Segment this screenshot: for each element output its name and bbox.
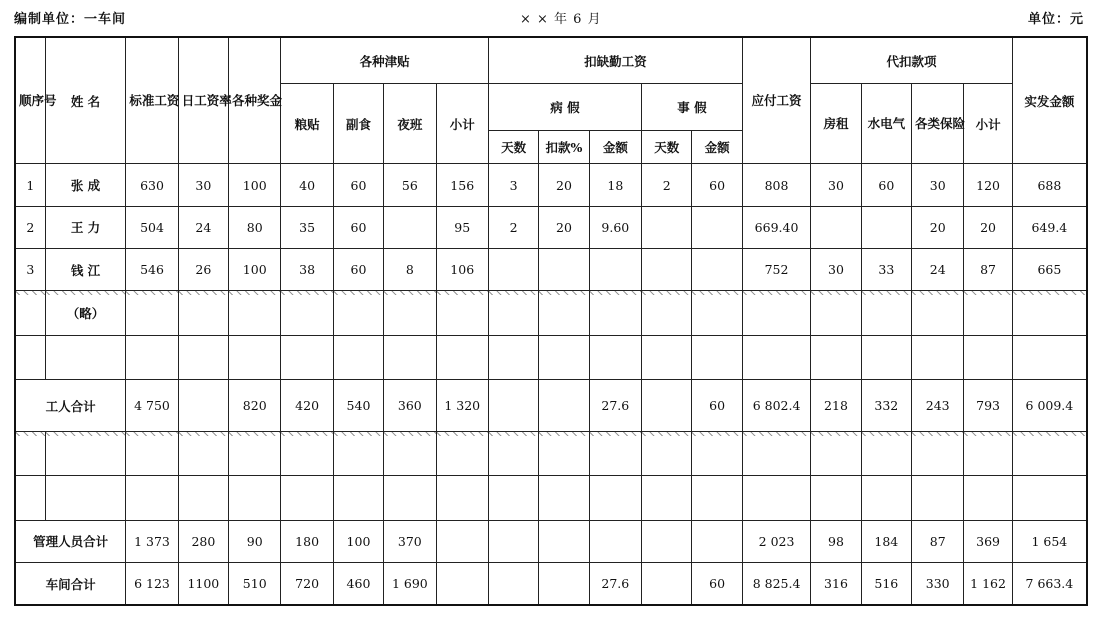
- cell-night: [384, 206, 436, 248]
- col-sick-amount: 金额: [589, 131, 641, 164]
- cell-sdays: 3: [488, 164, 538, 206]
- cell-seq: 3: [15, 249, 45, 291]
- col-daily-rate: 日工资率: [178, 37, 228, 164]
- cell-pamt: [692, 520, 742, 562]
- blank-row: [15, 476, 1087, 521]
- cell-ins: 20: [912, 206, 964, 248]
- cell-bonus: 90: [229, 520, 281, 562]
- cell-pay: 2 023: [742, 520, 811, 562]
- table-row: [15, 164, 1087, 206]
- mgmt-total-label: 管理人员合计: [15, 520, 126, 562]
- cell-night: 360: [384, 380, 436, 431]
- col-sick-days: 天数: [488, 131, 538, 164]
- cell-pay: 8 825.4: [742, 563, 811, 605]
- cell-night: 56: [384, 164, 436, 206]
- cell-net: 665: [1012, 249, 1087, 291]
- cell-net: 688: [1012, 164, 1087, 206]
- cell-spct: [539, 249, 589, 291]
- cell-seq: 1: [15, 164, 45, 206]
- cell-bonus: 510: [229, 563, 281, 605]
- cell-util: 184: [861, 520, 911, 562]
- cell-rent: 30: [811, 249, 861, 291]
- cell-samt: 9.60: [589, 206, 641, 248]
- cell-ins: 30: [912, 164, 964, 206]
- cell-spct: 20: [539, 164, 589, 206]
- cell-seq: 2: [15, 206, 45, 248]
- cell-pay: 6 802.4: [742, 380, 811, 431]
- workers-total-row: [15, 380, 1087, 431]
- cell-food: 540: [333, 380, 383, 431]
- table-row: [15, 206, 1087, 248]
- shop-total-row: [15, 563, 1087, 605]
- cell-util: 33: [861, 249, 911, 291]
- cell-bonus: 820: [229, 380, 281, 431]
- blank-row: [15, 431, 1087, 476]
- col-allowances: 各种津贴: [281, 37, 489, 84]
- cell-asub: [436, 520, 488, 562]
- cell-asub: 106: [436, 249, 488, 291]
- cell-samt: 27.6: [589, 380, 641, 431]
- col-pers-amount: 金额: [692, 131, 742, 164]
- cell-std: 4 750: [126, 380, 178, 431]
- cell-name: 张 成: [45, 164, 126, 206]
- blank-row: [15, 335, 1087, 380]
- cell-util: 60: [861, 164, 911, 206]
- col-sick: 病 假: [488, 84, 641, 131]
- cell-food: 460: [333, 563, 383, 605]
- period-label: × × 年 6 月: [520, 12, 602, 27]
- col-sick-pct: 扣款%: [539, 131, 589, 164]
- cell-name: 钱 江: [45, 249, 126, 291]
- col-seq: 顺序号: [15, 37, 45, 164]
- cell-samt: [589, 249, 641, 291]
- cell-pamt: 60: [692, 563, 742, 605]
- col-payable: 应付工资: [742, 37, 811, 164]
- cell-dsub: 369: [964, 520, 1012, 562]
- cell-grain: 180: [281, 520, 333, 562]
- col-name: 姓 名: [45, 37, 126, 164]
- cell-bonus: 100: [229, 249, 281, 291]
- cell-net: 7 663.4: [1012, 563, 1087, 605]
- cell-net: 649.4: [1012, 206, 1087, 248]
- cell-asub: 95: [436, 206, 488, 248]
- cell-std: 6 123: [126, 563, 178, 605]
- cell-pay: 752: [742, 249, 811, 291]
- col-grain: 粮贴: [281, 84, 333, 164]
- col-absence: 扣缺勤工资: [488, 37, 742, 84]
- cell-pdays: [642, 249, 692, 291]
- cell-ins: 243: [912, 380, 964, 431]
- cell-util: 516: [861, 563, 911, 605]
- cell-asub: 1 320: [436, 380, 488, 431]
- cell-pamt: 60: [692, 380, 742, 431]
- cell-samt: 18: [589, 164, 641, 206]
- cell-spct: 20: [539, 206, 589, 248]
- cell-rent: [811, 206, 861, 248]
- cell-food: 60: [333, 164, 383, 206]
- cell-dsub: 120: [964, 164, 1012, 206]
- cell-rent: 316: [811, 563, 861, 605]
- cell-name: 王 力: [45, 206, 126, 248]
- cell-asub: [436, 563, 488, 605]
- mgmt-total-row: [15, 520, 1087, 562]
- shop-total-label: 车间合计: [15, 563, 126, 605]
- col-pers-days: 天数: [642, 131, 692, 164]
- cell-rate: 26: [178, 249, 228, 291]
- cell-rate: 30: [178, 164, 228, 206]
- cell-dsub: 1 162: [964, 563, 1012, 605]
- col-net: 实发金额: [1012, 37, 1087, 164]
- cell-ins: 330: [912, 563, 964, 605]
- cell-sdays: [488, 249, 538, 291]
- cell-night: 8: [384, 249, 436, 291]
- cell-rate: [178, 380, 228, 431]
- col-allow-subtotal: 小计: [436, 84, 488, 164]
- cell-pamt: [692, 206, 742, 248]
- cell-food: 60: [333, 206, 383, 248]
- cell-grain: 720: [281, 563, 333, 605]
- cell-rate: 280: [178, 520, 228, 562]
- cell-pay: 669.40: [742, 206, 811, 248]
- cell-std: 630: [126, 164, 178, 206]
- col-bonus: 各种奖金: [229, 37, 281, 164]
- cell-net: 6 009.4: [1012, 380, 1087, 431]
- cell-night: 1 690: [384, 563, 436, 605]
- cell-bonus: 100: [229, 164, 281, 206]
- cell-samt: [589, 520, 641, 562]
- cell-pdays: [642, 206, 692, 248]
- col-deductions: 代扣款项: [811, 37, 1012, 84]
- payroll-table: [14, 36, 1088, 606]
- col-insurance: 各类保险: [912, 84, 964, 164]
- cell-rent: 218: [811, 380, 861, 431]
- col-personal: 事 假: [642, 84, 743, 131]
- unit-label: 编制单位：一车间: [14, 12, 127, 27]
- cell-grain: 40: [281, 164, 333, 206]
- cell-food: 60: [333, 249, 383, 291]
- currency-unit-label: 单位：元: [1027, 12, 1084, 27]
- cell-dsub: 793: [964, 380, 1012, 431]
- col-std-wage: 标准工资: [126, 37, 178, 164]
- col-night: 夜班: [384, 84, 436, 164]
- cell-pdays: 2: [642, 164, 692, 206]
- cell-rate: 24: [178, 206, 228, 248]
- cell-pamt: 60: [692, 164, 742, 206]
- cell-ins: 24: [912, 249, 964, 291]
- cell-pay: 808: [742, 164, 811, 206]
- cell-rate: 1100: [178, 563, 228, 605]
- col-utility: 水电气: [861, 84, 911, 164]
- cell-sdays: 2: [488, 206, 538, 248]
- cell-grain: 35: [281, 206, 333, 248]
- col-rent: 房租: [811, 84, 861, 164]
- omitted-row: [15, 291, 1087, 336]
- cell-std: 1 373: [126, 520, 178, 562]
- cell-pamt: [692, 249, 742, 291]
- table-row: [15, 249, 1087, 291]
- cell-bonus: 80: [229, 206, 281, 248]
- col-food: 副食: [333, 84, 383, 164]
- cell-net: 1 654: [1012, 520, 1087, 562]
- cell-samt: 27.6: [589, 563, 641, 605]
- cell-rent: 98: [811, 520, 861, 562]
- cell-asub: 156: [436, 164, 488, 206]
- cell-util: 332: [861, 380, 911, 431]
- cell-dsub: 87: [964, 249, 1012, 291]
- cell-night: 370: [384, 520, 436, 562]
- cell-util: [861, 206, 911, 248]
- omitted-label: （略）: [45, 291, 126, 336]
- cell-rent: 30: [811, 164, 861, 206]
- cell-std: 546: [126, 249, 178, 291]
- cell-ins: 87: [912, 520, 964, 562]
- col-ded-subtotal: 小计: [964, 84, 1012, 164]
- cell-std: 504: [126, 206, 178, 248]
- cell-food: 100: [333, 520, 383, 562]
- workers-total-label: 工人合计: [15, 380, 126, 431]
- cell-grain: 420: [281, 380, 333, 431]
- cell-grain: 38: [281, 249, 333, 291]
- cell-dsub: 20: [964, 206, 1012, 248]
